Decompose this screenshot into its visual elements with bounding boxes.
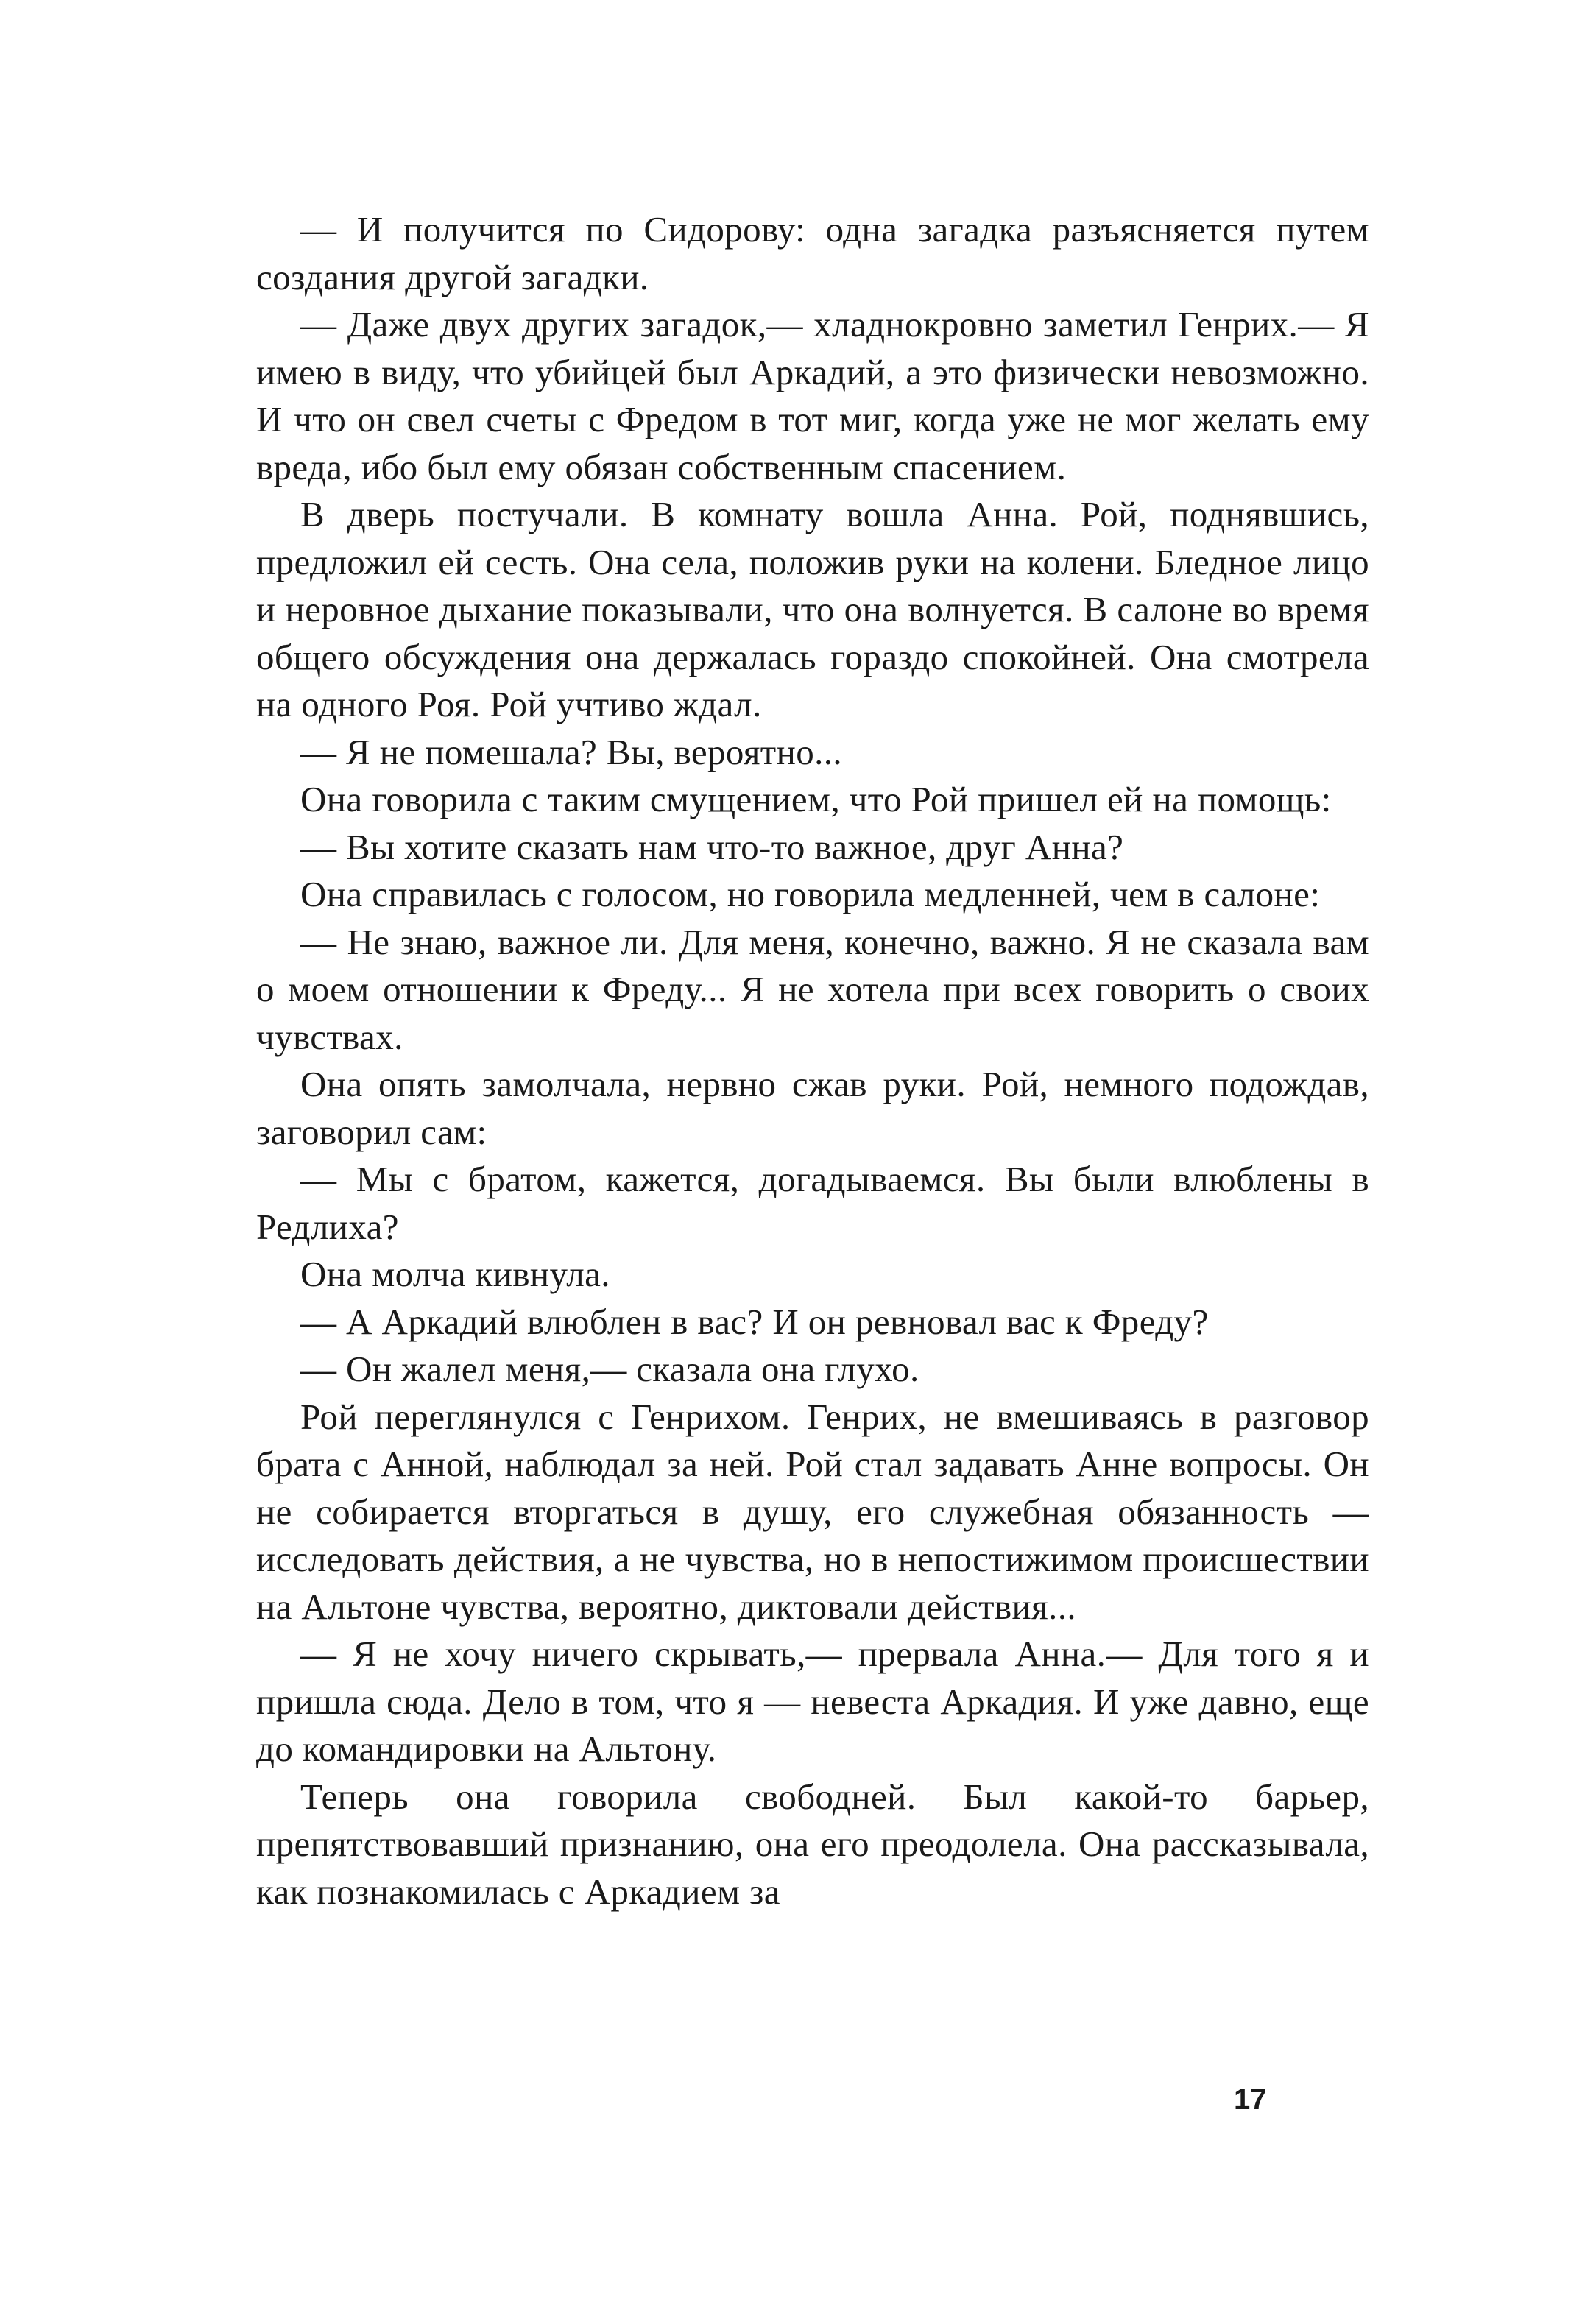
paragraph-11: Она молча кивнула. [300,1254,610,1294]
paragraph-2: — Даже двух других загадок,— хладнокровно заметил Генрих.— Я имею в виду, что убийцей был Аркадий, а это физически невозможно. И что он свел счеты с Фредом в тот миг, когда уже не мог желать ему вреда, ибо был ему обязан собственным спасением. [256,304,1369,487]
paragraph-15: — Я не хочу ничего скрывать,— прервала Анна.— Для того я и пришла сюда. Дело в том, что я — невеста Аркадия. И уже давно, еще до командировки на Альтону. [256,1634,1369,1769]
paragraph-4: — Я не помешала? Вы, вероятно... [300,731,843,772]
paragraph-3: В дверь постучали. В комнату вошла Анна. Рой, поднявшись, предложил ей сесть. Она села, положив руки на колени. Бледное лицо и неровное дыхание показывали, что она волнуется. В салоне во время общего обсуждения она держалась гораздо спокойней. Она смотрела на одного Роя. Рой учтиво ждал. [256,494,1369,724]
page-number: 17 [1234,2083,1267,2116]
paragraph-16: Теперь она говорила свободней. Был какой-то барьер, препятствовавший признанию, она его преодолела. Она рассказывала, как познакомилась с Аркадием за [256,1776,1369,1912]
paragraph-9: Она опять замолчала, нервно сжав руки. Рой, немного подождав, заговорил сам: [256,1064,1369,1152]
book-page-body [256,206,1369,1916]
paragraph-6: — Вы хотите сказать нам что-то важное, друг Анна? [300,826,1124,867]
paragraph-13: — Он жалел меня,— сказала она глухо. [300,1349,919,1389]
paragraph-1: — И получится по Сидорову: одна загадка разъясняется путем создания другой загадки. [256,209,1369,297]
paragraph-10: — Мы с братом, кажется, догадываемся. Вы были влюблены в Редлиха? [256,1159,1369,1247]
paragraph-8: — Не знаю, важное ли. Для меня, конечно, важно. Я не сказала вам о моем отношении к Фреду... Я не хотела при всех говорить о своих чувствах. [256,921,1369,1057]
paragraph-5: Она говорила с таким смущением, что Рой пришел ей на помощь: [300,779,1332,819]
paragraph-7: Она справилась с голосом, но говорила медленней, чем в салоне: [300,874,1321,914]
paragraph-12: — А Аркадий влюблен в вас? И он ревновал вас к Фреду? [300,1301,1209,1342]
paragraph-14: Рой переглянулся с Генрихом. Генрих, не вмешиваясь в разговор брата с Анной, наблюдал за ней. Рой стал задавать Анне вопросы. Он не собирается вторгаться в душу, его служебная обязанность — исследовать действия, а не чувства, но в непостижимом происшествии на Альтоне чувства, вероятно, диктовали действия... [256,1396,1369,1627]
